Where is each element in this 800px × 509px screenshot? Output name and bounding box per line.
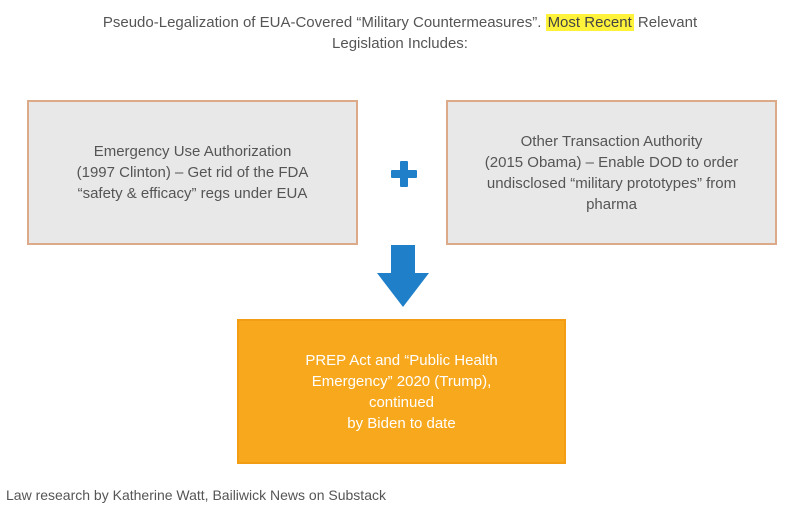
ota-box-line-1: Other Transaction Authority (520, 132, 703, 150)
prep-box-line-1: PREP Act and “Public Health (305, 351, 498, 369)
emergency-use-authorization-box (27, 100, 358, 245)
title-highlight: Most Recent (547, 14, 632, 31)
slide-title (40, 12, 760, 54)
plus-icon (388, 158, 420, 190)
ota-box-line-3: undisclosed “military prototypes” from (486, 174, 737, 192)
title-text-after: Relevant (633, 14, 698, 31)
eua-box-line-3: “safety & efficacy” regs under EUA (77, 185, 308, 202)
other-transaction-authority-box (446, 100, 777, 245)
ota-box-line-4: pharma (586, 195, 637, 213)
title-text-before: Pseudo-Legalization of EUA-Covered “Military Countermeasures”. (102, 14, 546, 31)
footer-credit: Law research by Katherine Watt, Bailiwick News on Substack (6, 487, 386, 503)
prep-box-line-2: Emergency” 2020 (Trump), continued (311, 372, 492, 411)
ota-box-line-2: (2015 Obama) – Enable DOD to order (484, 153, 739, 171)
prep-act-box (237, 319, 566, 464)
prep-box-line-3: by Biden to date (347, 414, 456, 432)
eua-box-line-2: (1997 Clinton) – Get rid of the FDA (76, 164, 309, 181)
arrow-down-icon (376, 243, 430, 309)
eua-box-line-1: Emergency Use Authorization (93, 143, 292, 160)
title-line-2: Legislation Includes: (332, 35, 468, 52)
